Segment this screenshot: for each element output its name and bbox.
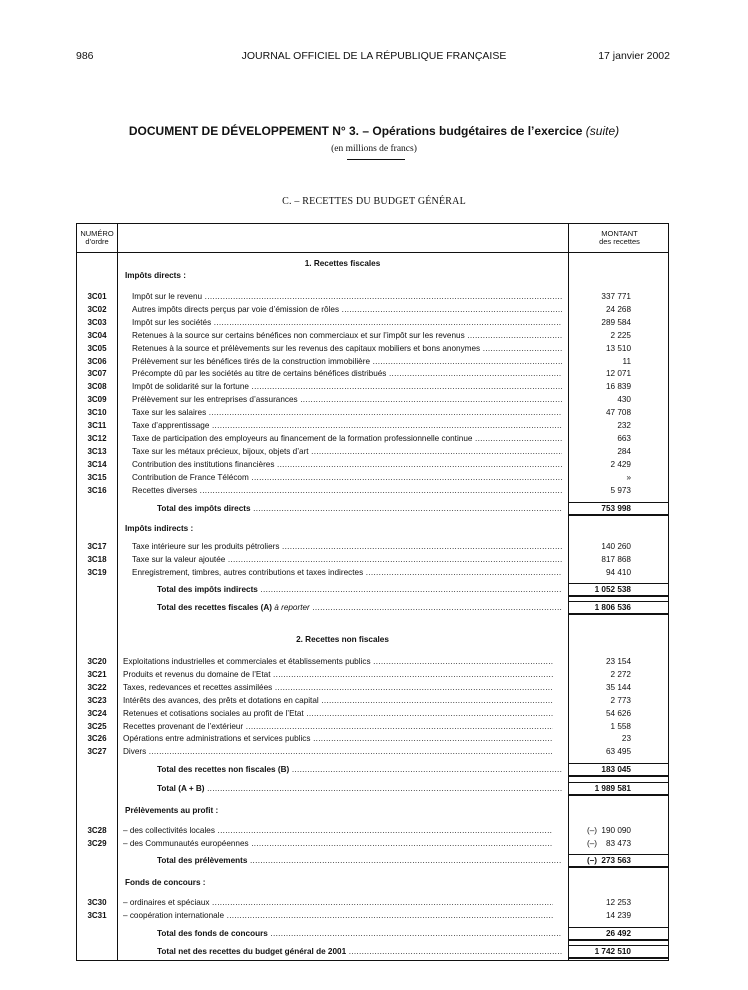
title-divider: [347, 159, 405, 160]
total-contributions-text: Total des fonds de concours: [157, 929, 268, 938]
row-label: Taxes, redevances et recettes assimilées .....: [123, 681, 553, 694]
column-header-amount-label: MONTANT: [601, 229, 638, 238]
issue-date: 17 janvier 2002: [598, 50, 670, 62]
row-code: 3C06: [87, 356, 107, 366]
row-label: Retenues et cotisations sociales au profit de l’Etat .....: [123, 707, 553, 720]
row-code: 3C13: [87, 446, 107, 456]
row-code: 3C16: [87, 485, 107, 495]
row-label: Recettes provenant de l’extérieur .....: [123, 720, 553, 733]
table-row: [77, 432, 668, 445]
table-row: [77, 342, 668, 355]
table-row: [77, 837, 668, 850]
total-contributions-label: [157, 927, 562, 940]
row-label: Contribution de France Télécom .....: [132, 471, 562, 484]
table-row: [77, 566, 668, 579]
row-label: Recettes diverses .....: [132, 484, 562, 497]
row-code: 3C11: [87, 421, 107, 430]
table-row: [77, 445, 668, 458]
total-nonfiscal-label: [157, 763, 562, 776]
row-code: 3C29: [87, 838, 107, 848]
row-label: Exploitations industrielles et commerciales et établissements publics .....: [123, 655, 553, 668]
row-code: 3C21: [87, 669, 107, 679]
group-direct-taxes: Impôts directs :: [125, 271, 186, 280]
row-code: 3C18: [87, 554, 107, 564]
row-code: 3C05: [87, 343, 107, 353]
row-code: 3C01: [87, 292, 107, 301]
row-label: Taxe sur la valeur ajoutée .....: [132, 553, 562, 566]
table-row: [77, 471, 668, 484]
total-a-b-box: [568, 782, 669, 796]
table-row: [77, 896, 668, 909]
row-label: – des collectivités locales .....: [123, 824, 553, 837]
row-amount: 2 773: [610, 695, 631, 705]
table-row: [77, 303, 668, 316]
row-negative-sign: (–): [587, 826, 598, 835]
row-amount: 13 510: [605, 343, 631, 353]
table-row: [77, 355, 668, 368]
total-net-box: [568, 945, 669, 959]
row-code: 3C07: [87, 369, 107, 379]
row-code: 3C31: [87, 910, 107, 920]
table-row: [77, 458, 668, 471]
table-row: [77, 745, 668, 758]
row-label: Prélèvement sur les entreprises d’assurances .....: [132, 393, 562, 406]
section-fiscal-title: 1. Recettes fiscales: [304, 259, 381, 268]
row-label: Taxe sur les salaires .....: [132, 406, 562, 419]
row-code: 3C20: [87, 657, 107, 666]
total-direct-taxes-box: [568, 502, 669, 516]
total-nonfiscal-text: Total des recettes non fiscales (B): [157, 765, 290, 774]
total-direct-taxes-amount: 753 998: [601, 504, 631, 513]
row-code: 3C04: [87, 330, 107, 340]
table-row: [77, 909, 668, 922]
row-label: Impôt sur le revenu .....: [132, 290, 562, 303]
total-direct-taxes-text: Total des impôts directs: [157, 504, 251, 513]
section-nonfiscal-title: 2. Recettes non fiscales: [296, 635, 389, 644]
row-amount: 12 253: [605, 898, 631, 907]
row-label: Opérations entre administrations et services publics .....: [123, 732, 553, 745]
row-code: 3C15: [87, 472, 107, 482]
page-number: 986: [76, 50, 94, 62]
row-code: 3C30: [87, 898, 107, 907]
table-row: [77, 367, 668, 380]
total-indirect-taxes-box: [568, 583, 669, 597]
row-code: 3C09: [87, 395, 107, 405]
total-nonfiscal-amount: 183 045: [601, 765, 631, 774]
row-label: Précompte dû par les sociétés au titre de certains bénéfices distribués .....: [132, 367, 562, 380]
row-amount: 23 154: [605, 657, 631, 666]
total-contributions-box: [568, 927, 669, 941]
row-amount: 430: [617, 395, 631, 405]
row-amount: 16 839: [605, 382, 631, 392]
row-label: Taxe sur les métaux précieux, bijoux, objets d’art .....: [132, 445, 562, 458]
document-title-suite: (suite): [585, 124, 620, 138]
total-indirect-taxes-label: [157, 583, 562, 596]
row-label: Taxe d’apprentissage .....: [132, 419, 562, 432]
total-a-b-label: [157, 782, 562, 795]
document-title: [0, 124, 748, 138]
journal-title: JOURNAL OFFICIEL DE LA RÉPUBLIQUE FRANÇAISE: [241, 50, 507, 62]
row-negative-sign: (–): [587, 838, 598, 848]
row-code: 3C02: [87, 304, 107, 314]
row-amount: 2 272: [610, 669, 631, 679]
row-amount: 289 584: [601, 317, 631, 327]
total-fiscal-box: [568, 601, 669, 615]
total-a-b-amount: 1 989 581: [594, 784, 631, 793]
row-code: 3C26: [87, 734, 107, 744]
receipts-table: [76, 223, 669, 961]
row-amount: 47 708: [605, 408, 631, 418]
row-amount: 35 144: [605, 682, 631, 692]
row-amount: 140 260: [601, 542, 631, 551]
row-label: Produits et revenus du domaine de l’Etat .....: [123, 668, 553, 681]
section-title: C. – RECETTES DU BUDGET GÉNÉRAL: [282, 196, 466, 207]
row-label: Impôt sur les sociétés .....: [132, 316, 562, 329]
row-code: 3C25: [87, 721, 107, 731]
row-amount: 11: [622, 356, 631, 366]
row-amount: 337 771: [601, 292, 631, 301]
row-label: Enregistrement, timbres, autres contributions et taxes indirectes .....: [132, 566, 562, 579]
total-fiscal-text: Total des recettes fiscales (A): [157, 603, 272, 612]
row-code: 3C17: [87, 542, 107, 551]
row-amount: 2 429: [610, 459, 631, 469]
table-row: [77, 553, 668, 566]
column-header-amount-sub: des recettes: [599, 237, 640, 246]
row-label: Taxe de participation des employeurs au financement de la formation professionnelle continue .....: [132, 432, 562, 445]
row-label: Taxe intérieure sur les produits pétroliers .....: [132, 540, 562, 553]
total-indirect-taxes-text: Total des impôts indirects: [157, 585, 258, 594]
total-levies-text: Total des prélèvements: [157, 856, 248, 865]
row-code: 3C19: [87, 567, 107, 577]
table-row: [77, 694, 668, 707]
row-label: – coopération internationale .....: [123, 909, 553, 922]
row-amount: 2 225: [610, 330, 631, 340]
total-fiscal-amount: 1 806 536: [594, 603, 631, 612]
row-label: – des Communautés européennes .....: [123, 837, 553, 850]
total-levies-negative-sign: (–): [587, 856, 598, 865]
table-row: [77, 393, 668, 406]
total-net-text: Total net des recettes du budget général de 2001: [157, 947, 347, 956]
row-label: Prélèvement sur les bénéfices tirés de la construction immobilière .....: [132, 355, 562, 368]
row-code: 3C12: [87, 433, 107, 443]
table-body: [77, 224, 668, 960]
row-amount: 1 558: [610, 721, 631, 731]
row-code: 3C10: [87, 408, 107, 418]
table-row: [77, 484, 668, 497]
total-net-label: [157, 945, 562, 958]
row-amount: 63 495: [605, 747, 631, 757]
column-header-number-label: NUMÉRO: [80, 229, 114, 238]
table-row: [77, 419, 668, 432]
row-code: 3C24: [87, 708, 107, 718]
row-amount: 14 239: [605, 910, 631, 920]
total-a-b-text: Total (A + B): [157, 784, 205, 793]
table-row: [77, 290, 668, 303]
table-row: [77, 681, 668, 694]
table-row: [77, 707, 668, 720]
table-row: [77, 540, 668, 553]
row-label: Contribution des institutions financières .....: [132, 458, 562, 471]
column-header-number-sub: d’ordre: [85, 237, 109, 246]
total-contributions-amount: 26 492: [605, 929, 631, 938]
row-code: 3C27: [87, 747, 107, 757]
row-code: 3C23: [87, 695, 107, 705]
document-title-main: DOCUMENT DE DÉVELOPPEMENT N° 3. – Opérations budgétaires de l’exercice: [128, 124, 583, 138]
table-row: [77, 406, 668, 419]
total-levies-box: [568, 854, 669, 868]
total-fiscal-label: [157, 601, 562, 614]
unit-note: (en millions de francs): [331, 144, 417, 154]
row-code: 3C08: [87, 382, 107, 392]
total-fiscal-note: à reporter: [274, 603, 310, 612]
table-row: [77, 732, 668, 745]
table-row: [77, 316, 668, 329]
table-row: [77, 655, 668, 668]
table-row: [77, 824, 668, 837]
row-amount: 12 071: [605, 369, 631, 379]
total-levies-label: [157, 854, 562, 867]
row-label: – ordinaires et spéciaux .....: [123, 896, 553, 909]
row-amount: 817 868: [601, 554, 631, 564]
row-amount: 232: [617, 421, 631, 430]
row-amount: 54 626: [605, 708, 631, 718]
group-contributions: Fonds de concours :: [125, 878, 206, 887]
row-label: Impôt de solidarité sur la fortune .....: [132, 380, 562, 393]
row-amount: 190 090: [601, 826, 631, 835]
row-label: Retenues à la source et prélèvements sur les revenus des capitaux mobiliers et bons anonymes .....: [132, 342, 562, 355]
row-code: 3C28: [87, 826, 107, 835]
table-row: [77, 720, 668, 733]
row-amount: 284: [617, 446, 631, 456]
row-label: Retenues à la source sur certains bénéfices non commerciaux et sur l’impôt sur les revenus .....: [132, 329, 562, 342]
group-levies: Prélèvements au profit :: [125, 806, 219, 815]
total-levies-amount: 273 563: [601, 856, 631, 865]
row-amount: 663: [617, 433, 631, 443]
row-code: 3C14: [87, 459, 107, 469]
row-amount: 94 410: [605, 567, 631, 577]
row-amount: 5 973: [610, 485, 631, 495]
row-code: 3C03: [87, 317, 107, 327]
total-net-amount: 1 742 510: [594, 947, 631, 956]
row-label: Intérêts des avances, des prêts et dotations en capital .....: [123, 694, 553, 707]
group-indirect-taxes: Impôts indirects :: [125, 524, 194, 533]
row-label: Autres impôts directs perçus par voie d’émission de rôles .....: [132, 303, 562, 316]
row-amount: »: [626, 472, 631, 482]
row-amount: 23: [621, 734, 631, 744]
row-amount: 24 268: [605, 304, 631, 314]
table-row: [77, 668, 668, 681]
row-amount: 83 473: [605, 838, 631, 848]
total-nonfiscal-box: [568, 763, 669, 777]
table-row: [77, 380, 668, 393]
row-code: 3C22: [87, 682, 107, 692]
total-direct-taxes-label: [157, 502, 562, 515]
table-row: [77, 329, 668, 342]
total-indirect-taxes-amount: 1 052 538: [594, 585, 631, 594]
row-label: Divers .....: [123, 745, 553, 758]
